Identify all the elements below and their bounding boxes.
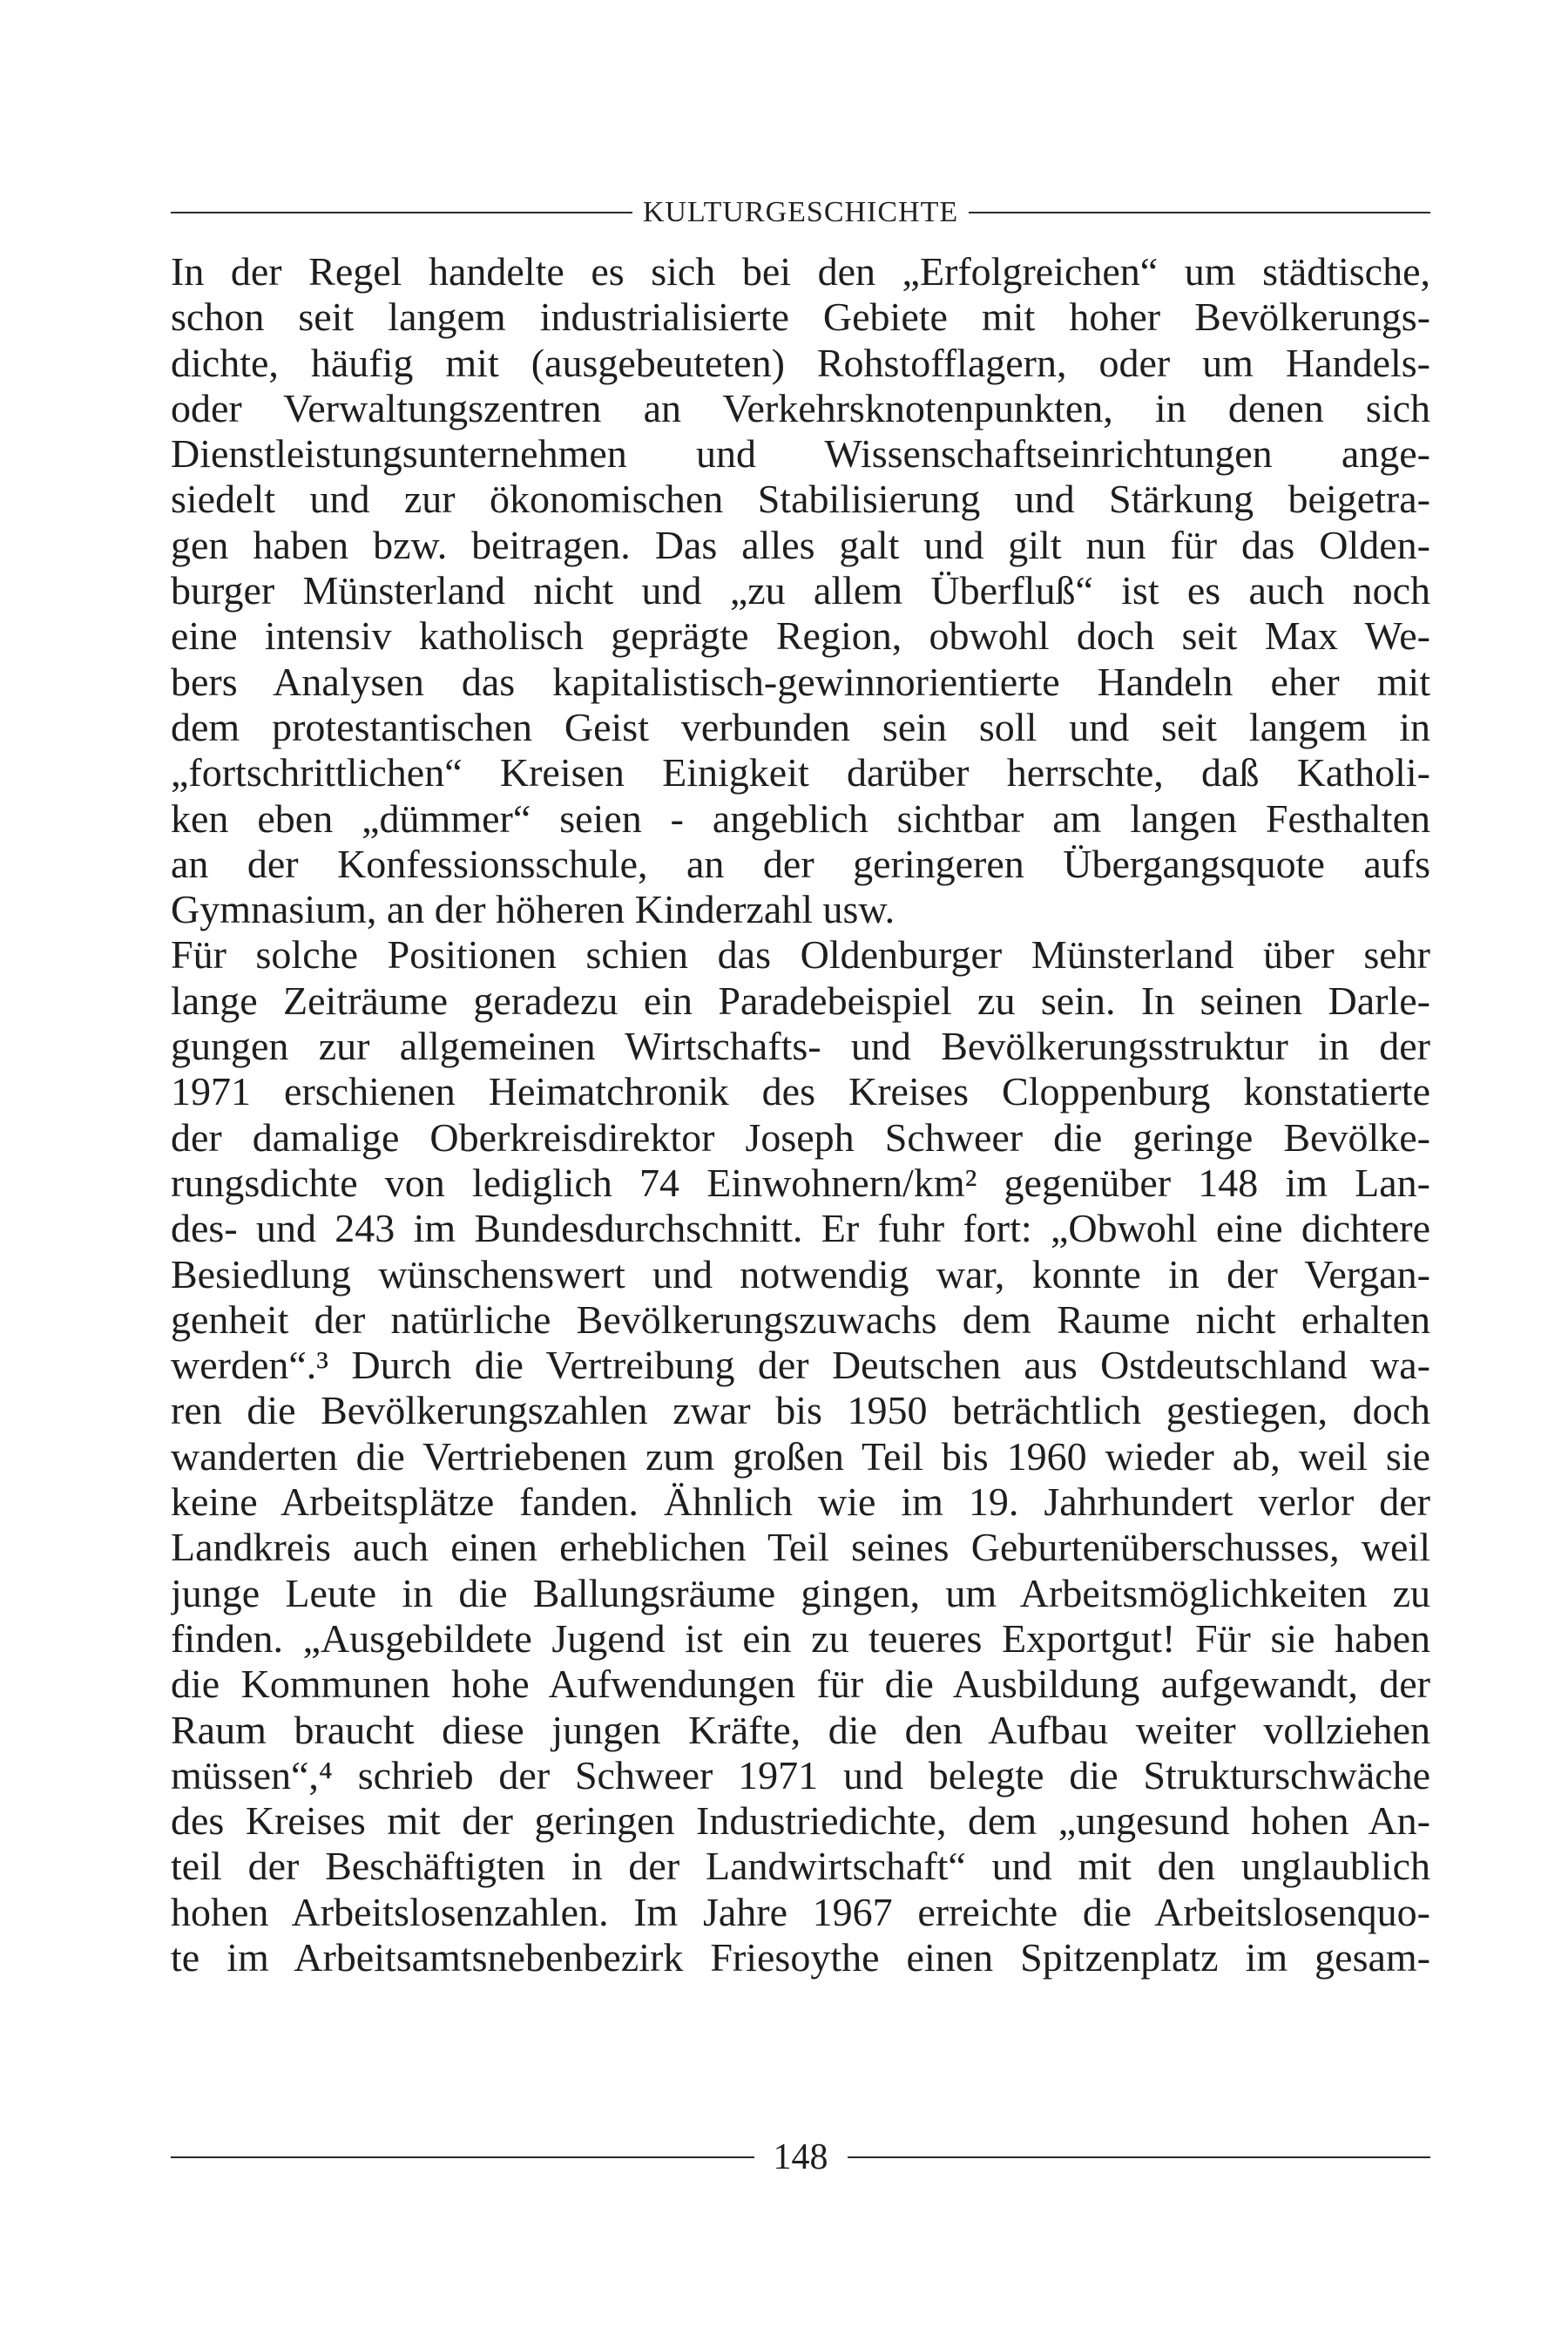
- text-line: burger Münsterland nicht und „zu allem Überfluß“ ist es auch noch: [171, 568, 1430, 613]
- text-line: schon seit langem industrialisierte Gebiete mit hoher Bevölkerungs-: [171, 294, 1430, 340]
- text-line: ren die Bevölkerungszahlen zwar bis 1950 beträchtlich gestiegen, doch: [171, 1388, 1430, 1433]
- text-line: siedelt und zur ökonomischen Stabilisierung und Stärkung beigetra-: [171, 477, 1430, 522]
- text-line: Landkreis auch einen erheblichen Teil seines Geburtenüberschusses, weil: [171, 1525, 1430, 1570]
- text-line: 1971 erschienen Heimatchronik des Kreises Cloppenburg konstatierte: [171, 1069, 1430, 1114]
- text-line: müssen“,⁴ schrieb der Schweer 1971 und belegte die Strukturschwäche: [171, 1752, 1430, 1797]
- text-line: finden. „Ausgebildete Jugend ist ein zu teueres Exportgut! Für sie haben: [171, 1615, 1430, 1661]
- text-line: dichte, häufig mit (ausgebeuteten) Rohstofflagern, oder um Handels-: [171, 340, 1430, 385]
- running-head-title: KULTURGESCHICHTE: [642, 196, 959, 228]
- text-line: bers Analysen das kapitalistisch-gewinnorientierte Handeln eher mit: [171, 659, 1430, 704]
- body-text: [171, 249, 1430, 1980]
- text-line: ken eben „dümmer“ seien - angeblich sichtbar am langen Festhalten: [171, 795, 1430, 841]
- header-rule-left: [171, 212, 632, 213]
- text-line: Raum braucht diese jungen Kräfte, die den Aufbau weiter vollziehen: [171, 1707, 1430, 1752]
- page-number: 148: [773, 2137, 828, 2177]
- text-line: werden“.³ Durch die Vertreibung der Deutschen aus Ostdeutschland wa-: [171, 1343, 1430, 1388]
- text-line: rungsdichte von lediglich 74 Einwohnern/km² gegenüber 148 im Lan-: [171, 1160, 1430, 1205]
- footer-rule-left: [171, 2156, 754, 2158]
- text-line: des Kreises mit der geringen Industriedichte, dem „ungesund hohen An-: [171, 1798, 1430, 1844]
- text-line: In der Regel handelte es sich bei den „Erfolgreichen“ um städtische,: [171, 249, 1430, 294]
- text-line: dem protestantischen Geist verbunden sein soll und seit langem in: [171, 704, 1430, 749]
- text-line: te im Arbeitsamtsnebenbezirk Friesoythe einen Spitzenplatz im gesam-: [171, 1934, 1430, 1980]
- text-line: lange Zeiträume geradezu ein Paradebeispiel zu sein. In seinen Darle-: [171, 978, 1430, 1023]
- text-line: wanderten die Vertriebenen zum großen Teil bis 1960 wieder ab, weil sie: [171, 1433, 1430, 1479]
- text-line: Besiedlung wünschenswert und notwendig war, konnte in der Vergan-: [171, 1251, 1430, 1296]
- text-line: der damalige Oberkreisdirektor Joseph Schweer die geringe Bevölke-: [171, 1114, 1430, 1160]
- text-line: des- und 243 im Bundesdurchschnitt. Er fuhr fort: „Obwohl eine dichtere: [171, 1206, 1430, 1251]
- text-line: Dienstleistungsunternehmen und Wissenschaftseinrichtungen ange-: [171, 431, 1430, 477]
- text-line: Gymnasium, an der höheren Kinderzahl usw.: [171, 887, 896, 932]
- running-head: [171, 186, 1430, 239]
- text-line: Für solche Positionen schien das Oldenburger Münsterland über sehr: [171, 932, 1430, 978]
- text-line: an der Konfessionsschule, an der geringeren Übergangsquote aufs: [171, 841, 1430, 886]
- text-line: genheit der natürliche Bevölkerungszuwachs dem Raume nicht erhalten: [171, 1296, 1430, 1342]
- page-footer: [171, 2131, 1430, 2183]
- text-line: „fortschrittlichen“ Kreisen Einigkeit darüber herrschte, daß Katholi-: [171, 750, 1430, 795]
- text-line: teil der Beschäftigten in der Landwirtschaft“ und mit den unglaublich: [171, 1844, 1430, 1889]
- text-line: oder Verwaltungszentren an Verkehrsknotenpunkten, in denen sich: [171, 385, 1430, 430]
- text-line: keine Arbeitsplätze fanden. Ähnlich wie im 19. Jahrhundert verlor der: [171, 1479, 1430, 1525]
- text-line: eine intensiv katholisch geprägte Region, obwohl doch seit Max We-: [171, 613, 1430, 659]
- footer-rule-right: [848, 2156, 1431, 2158]
- text-line: junge Leute in die Ballungsräume gingen, um Arbeitsmöglichkeiten zu: [171, 1570, 1430, 1615]
- header-rule-right: [969, 212, 1430, 213]
- text-line: hohen Arbeitslosenzahlen. Im Jahre 1967 erreichte die Arbeitslosenquo-: [171, 1889, 1430, 1934]
- text-line: gungen zur allgemeinen Wirtschafts- und Bevölkerungsstruktur in der: [171, 1024, 1430, 1069]
- text-line: gen haben bzw. beitragen. Das alles galt und gilt nun für das Olden-: [171, 522, 1430, 567]
- text-line: die Kommunen hohe Aufwendungen für die Ausbildung aufgewandt, der: [171, 1662, 1430, 1707]
